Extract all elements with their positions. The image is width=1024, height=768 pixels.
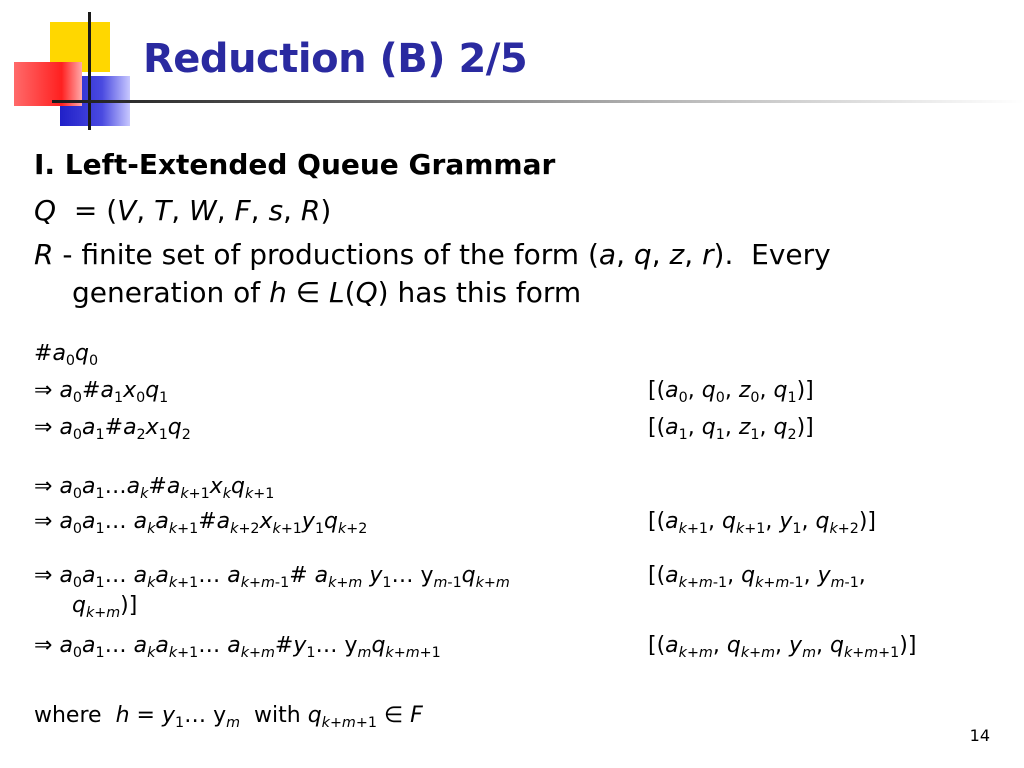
derivation-step-0: $\#a_0q_0$ <box>34 341 99 369</box>
section-heading: I. Left-Extended Queue Grammar <box>34 148 556 181</box>
page-number: 14 <box>969 726 990 745</box>
production-step-1: [($a_0$, $q_0$, $z_0$, $q_1$)] <box>648 378 814 406</box>
slide-title: Reduction (B) 2/5 <box>143 36 528 82</box>
derivation-step-6: ⇒ $a_0a_1\dots$ $a_ka_{k+1}\dots$ $a_{k+m}\#y_1\dots$ $y_mq_{k+m+1}$ <box>34 633 441 661</box>
logo-graphic <box>0 0 140 135</box>
logo-vertical-line <box>88 12 91 130</box>
production-step-4: [($a_{k+1}$, $q_{k+1}$, $y_1$, $q_{k+2}$)] <box>648 509 876 537</box>
title-underline-rule <box>52 100 1024 103</box>
derivation-step-1: ⇒ $a_0\#a_1x_0q_1$ <box>34 378 169 406</box>
production-step-5-line1: [($a_{k+m-1}$, $q_{k+m-1}$, $y_{m-1}$, <box>648 563 866 591</box>
production-step-6: [($a_{k+m}$, $q_{k+m}$, $y_m$, $q_{k+m+1}$)] <box>648 633 917 661</box>
grammar-definition: Q = (V, T, W, F, s, R) <box>34 194 332 227</box>
slide-logo <box>0 0 140 135</box>
derivation-step-2: ⇒ $a_0a_1\#a_2x_1q_2$ <box>34 415 191 443</box>
productions-description-line2: generation of h ∈ L(Q) has this form <box>72 276 582 309</box>
where-clause: where $h = y_1\dots$ $y_m$ with $q_{k+m+1}$ ∈ F <box>34 703 423 731</box>
derivation-step-5: ⇒ $a_0a_1\dots$ $a_ka_{k+1}\dots$ $a_{k+m-1}\#$ $a_{k+m}$ $y_1\dots$ $y_{m-1}q_{k+m}$ <box>34 563 510 591</box>
derivation-step-4: ⇒ $a_0a_1\dots$ $a_ka_{k+1}\#a_{k+2}x_{k+1}y_1q_{k+2}$ <box>34 509 368 537</box>
production-step-2: [($a_1$, $q_1$, $z_1$, $q_2$)] <box>648 415 814 443</box>
derivation-step-3: ⇒ $a_0a_1\dots a_k\#a_{k+1}x_kq_{k+1}$ <box>34 474 275 502</box>
productions-description-line1: R - finite set of productions of the form (a, q, z, r). Every <box>34 238 831 271</box>
production-step-5-line2: $q_{k+m}$)] <box>72 593 138 621</box>
